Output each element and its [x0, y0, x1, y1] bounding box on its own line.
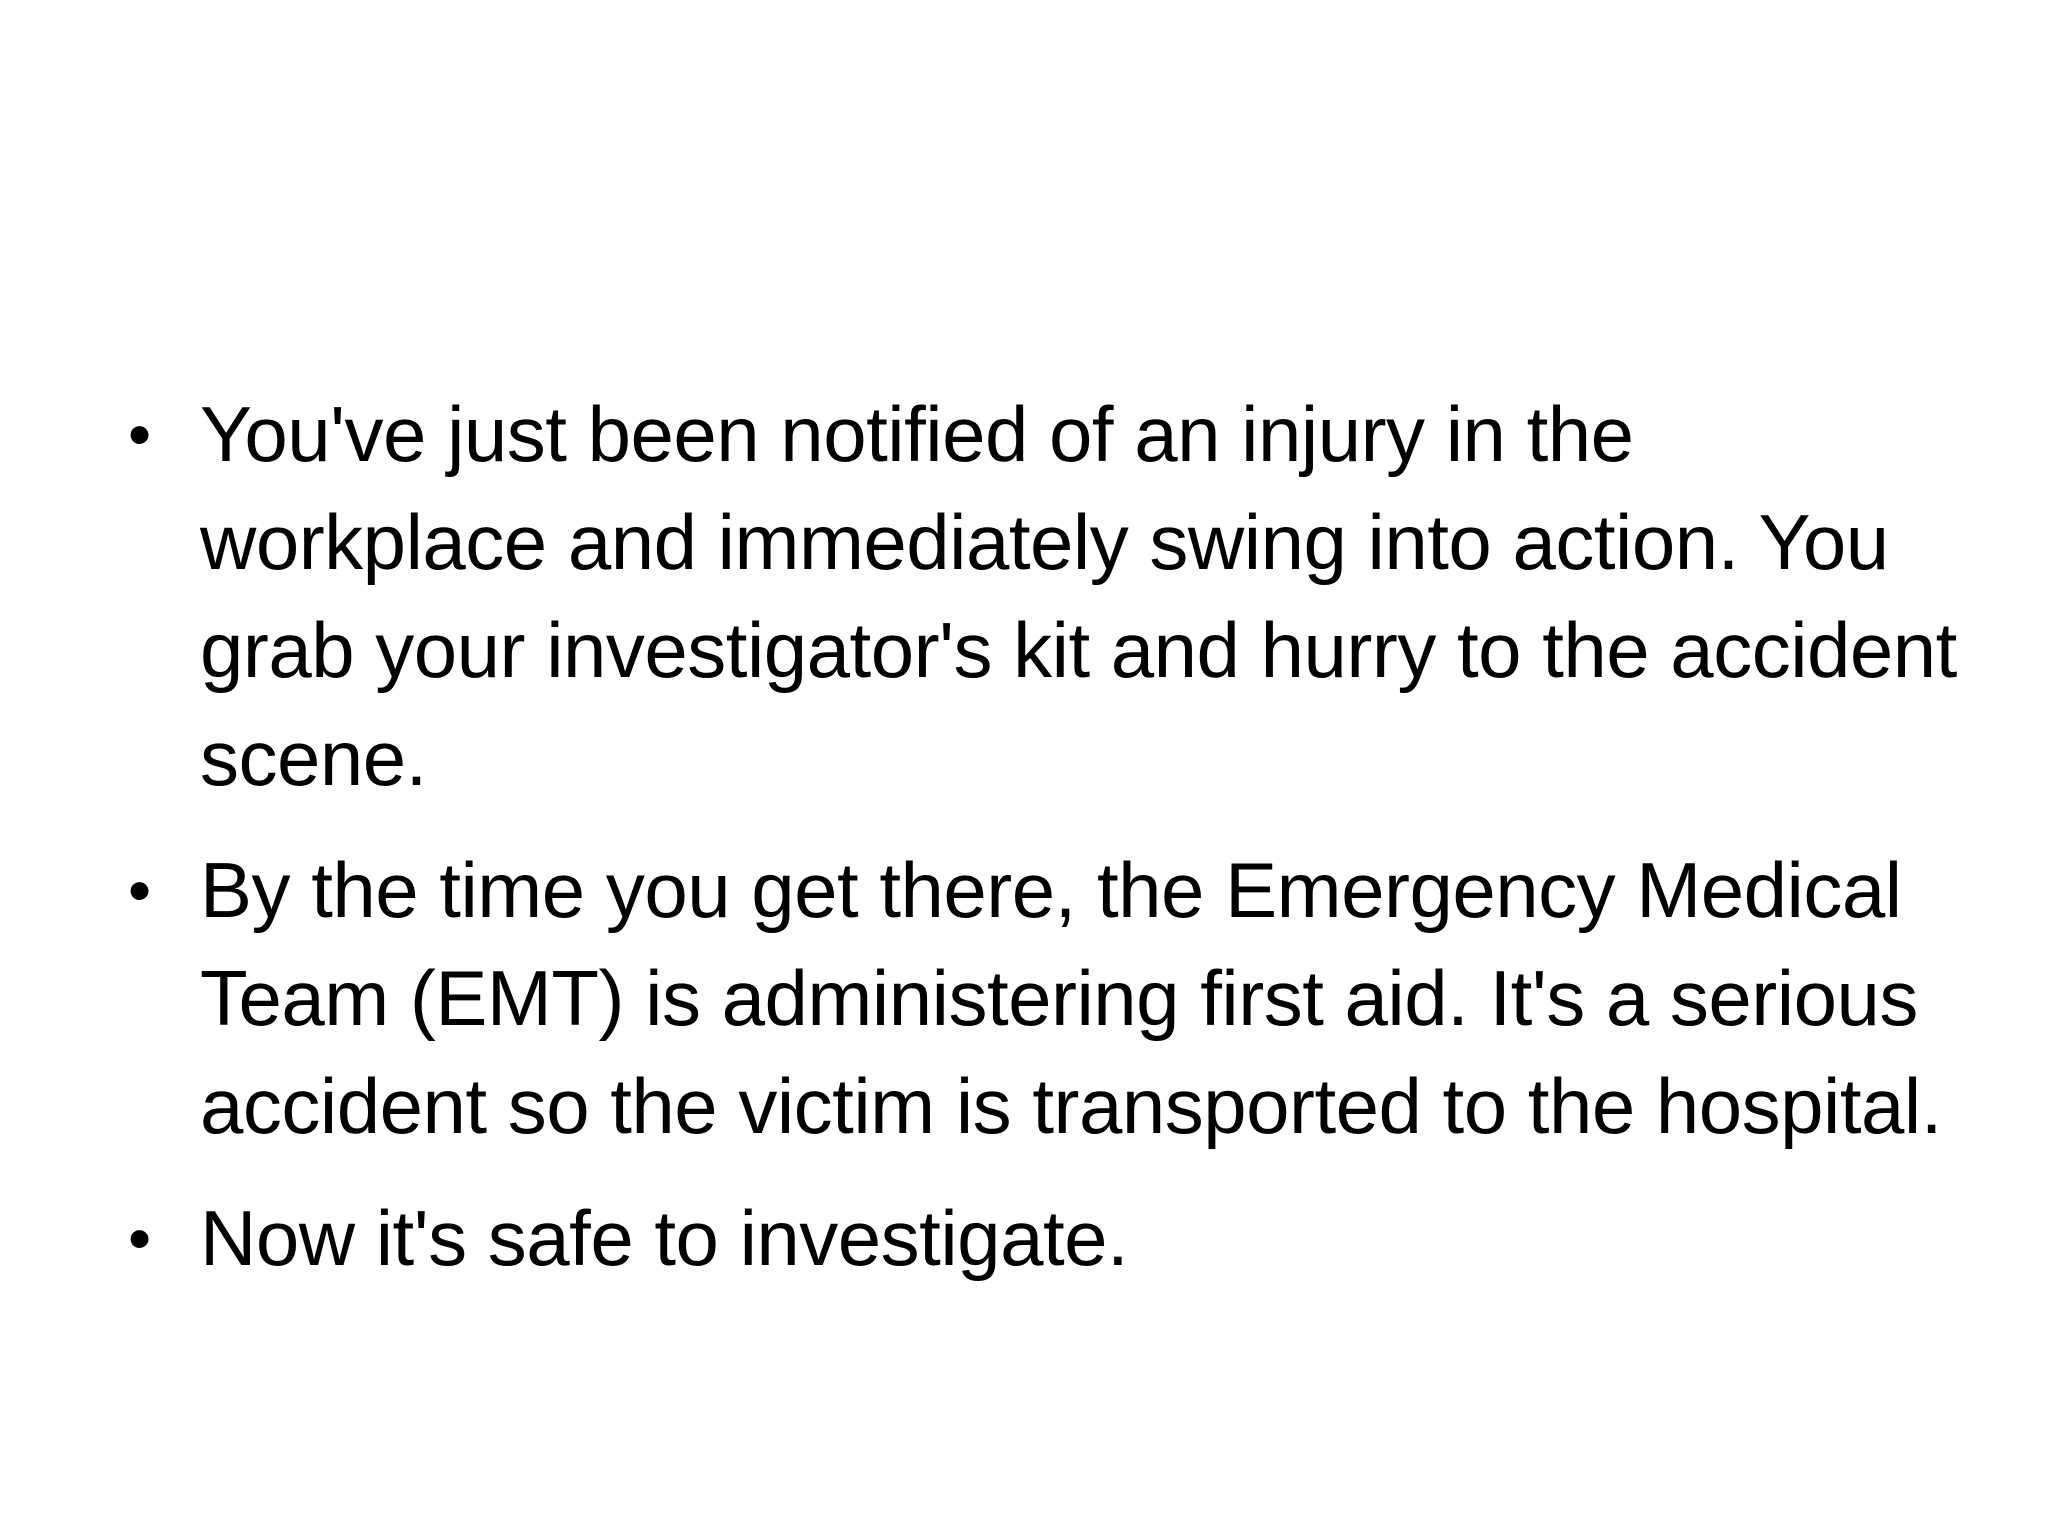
bullet-text: Now it's safe to investigate.: [200, 1194, 1129, 1282]
bullet-item-3: [120, 1184, 1960, 1292]
bullet-text: By the time you get there, the Emergency Medical Team (EMT) is administering first aid. It's a serious accident so the victim is transported to the hospital.: [200, 846, 1942, 1150]
bullet-icon: •: [128, 397, 151, 471]
bullet-icon: •: [128, 1201, 151, 1275]
bullet-list: [120, 380, 1960, 1316]
bullet-item-1: [120, 380, 1960, 812]
bullet-item-2: [120, 836, 1960, 1160]
bullet-icon: •: [128, 853, 151, 927]
bullet-text: You've just been notified of an injury in the workplace and immediately swing into action. You grab your investigator's kit and hurry to the accident scene.: [200, 390, 1957, 802]
